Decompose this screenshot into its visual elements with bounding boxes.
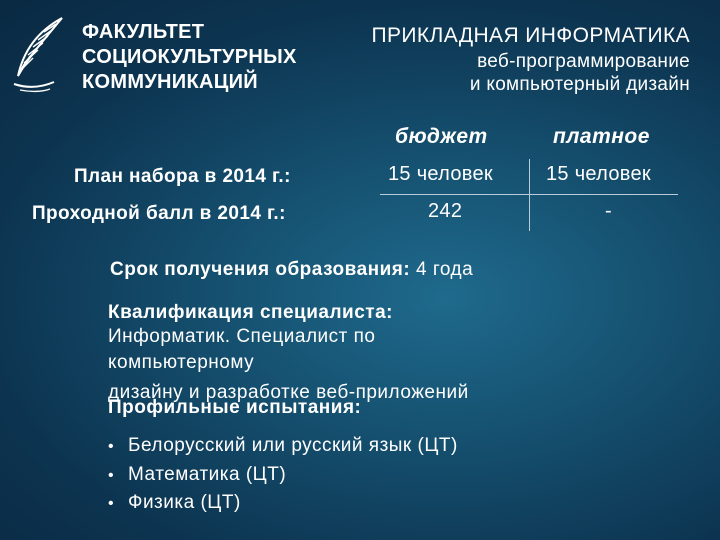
list-item — [108, 464, 286, 487]
table-row-divider — [380, 194, 678, 195]
row-label-passing-score: Проходной балл в 2014 г.: — [32, 203, 286, 224]
table-column-divider — [529, 159, 530, 231]
program-title: ПРИКЛАДНАЯ ИНФОРМАТИКА — [371, 24, 690, 47]
exam-item-label: Белорусский или русский язык (ЦТ) — [128, 435, 458, 456]
faculty-name-line3: КОММУНИКАЦИЙ — [82, 71, 258, 93]
cell-enrollment-budget: 15 человек — [388, 163, 493, 185]
program-subtitle-line2: и компьютерный дизайн — [469, 74, 690, 95]
list-item — [108, 435, 458, 458]
faculty-name-line1: ФАКУЛЬТЕТ — [82, 21, 205, 43]
bullet-icon: • — [108, 467, 115, 484]
cell-enrollment-paid: 15 человек — [546, 163, 651, 185]
column-header-paid: платное — [553, 125, 650, 148]
cell-passing-score-paid: - — [605, 200, 612, 222]
cell-passing-score-budget: 242 — [428, 200, 463, 222]
study-duration-label: Срок получения образования: — [110, 259, 411, 280]
program-subtitle-line1: веб-программирование — [477, 51, 690, 72]
qualification-heading: Квалификация специалиста: — [108, 302, 394, 323]
qualification-text-line1: Информатик. Специалист по — [108, 326, 376, 347]
column-header-budget: бюджет — [395, 125, 488, 148]
exam-item-label: Математика (ЦТ) — [128, 464, 287, 485]
list-item — [108, 492, 241, 515]
study-duration — [110, 259, 473, 281]
exam-item-label: Физика (ЦТ) — [128, 492, 241, 513]
row-label-enrollment-plan: План набора в 2014 г.: — [74, 166, 291, 187]
exams-heading: Профильные испытания: — [108, 397, 362, 418]
qualification-text-line2: компьютерному — [108, 352, 255, 373]
faculty-name — [82, 20, 297, 95]
faculty-name-line2: СОЦИОКУЛЬТУРНЫХ — [82, 46, 297, 68]
feather-quill-icon — [10, 14, 72, 94]
study-duration-value: 4 года — [410, 259, 474, 280]
qualification-text-line3: дизайну и разработке веб-приложений — [108, 382, 469, 403]
bullet-icon: • — [108, 495, 115, 512]
bullet-icon: • — [108, 438, 115, 455]
